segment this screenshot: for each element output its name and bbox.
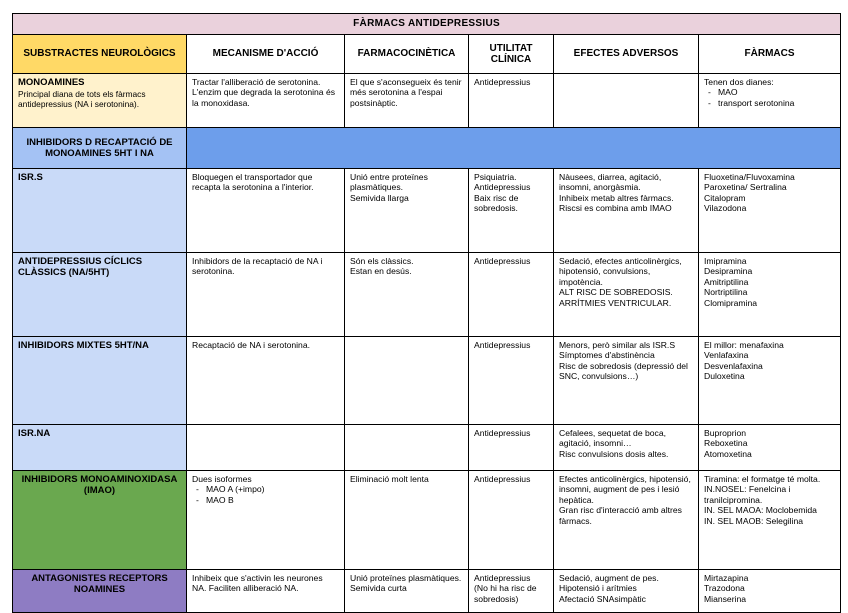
isrna-label: ISR.NA bbox=[18, 428, 51, 439]
list-item: Riscsi es combina amb IMAO bbox=[559, 203, 672, 214]
antidepressants-table bbox=[12, 13, 841, 613]
list-item: Clomipramina bbox=[704, 297, 758, 308]
cell-antag-farmacs bbox=[699, 570, 841, 613]
ciclics-label: ANTIDEPRESSIUS CÍCLICS CLÀSSICS (NA/5HT) bbox=[18, 256, 143, 278]
cell-isrs-farmacs bbox=[699, 169, 841, 253]
list-item: Paroxetina/ Sertralina bbox=[704, 182, 787, 193]
section-fill bbox=[187, 128, 841, 169]
cell-monoamines-farmaco: El que s'aconsegueix és tenir més serotonina a l'espai postsinàptic. bbox=[345, 74, 469, 128]
row-imao bbox=[13, 471, 841, 570]
list-item: Atomoxetina bbox=[704, 448, 752, 459]
list-item: Afectació SNAsimpàtic bbox=[559, 593, 646, 604]
cell-ciclics-name bbox=[13, 253, 187, 337]
list-item: Citalopram bbox=[704, 192, 746, 203]
header-farmacs: FÀRMACS bbox=[699, 35, 841, 74]
list-item: Trazodona bbox=[704, 583, 745, 594]
list-item: Gran risc d'interacció amb altres fàrmacs. bbox=[559, 505, 682, 526]
list-item: (No hi ha risc de sobredosis) bbox=[474, 583, 537, 604]
row-isrs bbox=[13, 169, 841, 253]
list-item: - transport serotonina bbox=[704, 98, 835, 108]
cell-ciclics-efectes bbox=[554, 253, 699, 337]
list-item: Duloxetina bbox=[704, 371, 745, 382]
cell-ciclics-utilitat bbox=[469, 253, 554, 337]
header-substractes: SUBSTRACTES NEUROLÒGICS bbox=[13, 35, 187, 74]
list-item: Fluoxetina/Fluvoxamina bbox=[704, 172, 795, 182]
cell-mixtes-name bbox=[13, 337, 187, 425]
list-item: Unió proteïnes plasmàtiques. bbox=[350, 573, 462, 583]
list-item: IN. SEL MAOA: Moclobemida bbox=[704, 505, 817, 516]
list-item: Risc convulsions dosis altes. bbox=[559, 448, 669, 459]
list-item: Nortriptilina bbox=[704, 287, 748, 298]
header-row bbox=[13, 35, 841, 74]
list-item: Antidepressius bbox=[474, 182, 531, 193]
row-isrna bbox=[13, 425, 841, 471]
cell-imao-name bbox=[13, 471, 187, 570]
cell-antag-farmaco bbox=[345, 570, 469, 613]
list-item: Efectes anticolinèrgics, hipotensió, insomni, augment de pes i lesió hepàtica. bbox=[559, 474, 691, 505]
list-item: Menors, però similar als ISR.S bbox=[559, 340, 676, 350]
list-item: Eliminació molt lenta bbox=[350, 474, 429, 484]
monoamines-farmacs-intro: Tenen dos dianes: bbox=[704, 77, 774, 87]
list-item: Sedació, efectes anticolinèrgics, hipotensió, convulsions, impotència. bbox=[559, 256, 682, 287]
cell-mixtes-utilitat bbox=[469, 337, 554, 425]
header-utilitat: UTILITAT CLÍNICA bbox=[469, 35, 554, 74]
list-item: Psiquiatria. bbox=[474, 172, 517, 182]
cell-ciclics-farmaco bbox=[345, 253, 469, 337]
imao-label: INHIBIDORS MONOAMINOXIDASA (IMAO) bbox=[21, 474, 178, 496]
list-item: IN.NOSEL: Fenelcina i tranilcipromina. bbox=[704, 484, 791, 505]
cell-isrs-efectes bbox=[554, 169, 699, 253]
list-item: Antidepressius bbox=[474, 256, 531, 266]
list-item: Desvenlafaxina bbox=[704, 360, 763, 371]
cell-imao-farmaco bbox=[345, 471, 469, 570]
monoamines-desc: Principal diana de tots els fàrmacs antidepressius (NA i serotonina). bbox=[18, 89, 146, 110]
cell-imao-utilitat bbox=[469, 471, 554, 570]
row-section-recaptacio bbox=[13, 128, 841, 169]
cell-mixtes-mecanisme: Recaptació de NA i serotonina. bbox=[187, 337, 345, 425]
isrs-label: ISR.S bbox=[18, 172, 43, 183]
title-row bbox=[13, 14, 841, 35]
header-farmacocinetica: FARMACOCINÈTICA bbox=[345, 35, 469, 74]
cell-isrna-utilitat bbox=[469, 425, 554, 471]
cell-isrs-name bbox=[13, 169, 187, 253]
cell-antag-utilitat bbox=[469, 570, 554, 613]
document-page bbox=[12, 13, 840, 613]
list-item: Desipramina bbox=[704, 266, 753, 277]
list-item: Vilazodona bbox=[704, 203, 747, 214]
list-item: Mianserina bbox=[704, 593, 747, 604]
list-item: - MAO bbox=[704, 87, 835, 97]
cell-antag-name bbox=[13, 570, 187, 613]
cell-isrs-utilitat bbox=[469, 169, 554, 253]
list-item: El millor: menafaxina bbox=[704, 340, 784, 350]
cell-isrna-farmaco bbox=[345, 425, 469, 471]
row-mixtes bbox=[13, 337, 841, 425]
cell-imao-mecanisme bbox=[187, 471, 345, 570]
antag-label: ANTAGONISTES RECEPTORS NOAMINES bbox=[31, 573, 168, 595]
cell-mixtes-farmacs bbox=[699, 337, 841, 425]
list-item: Risc de sobredosis (depressió del SNC, convulsions…) bbox=[559, 360, 688, 382]
list-item: Són els clàssics. bbox=[350, 256, 414, 266]
list-item: Estan en desús. bbox=[350, 266, 412, 277]
cell-isrna-farmacs bbox=[699, 425, 841, 471]
table-title: FÀRMACS ANTIDEPRESSIUS bbox=[13, 14, 841, 35]
cell-isrs-mecanisme: Bloquegen el transportador que recapta la serotonina a l'interior. bbox=[187, 169, 345, 253]
cell-monoamines-mecanisme: Tractar l'alliberació de serotonina. L'enzim que degrada la serotonina és la monoxidasa. bbox=[187, 74, 345, 128]
list-item: Antidepressius bbox=[474, 428, 531, 438]
list-item: Cefalees, sequetat de boca, agitació, insomni… bbox=[559, 428, 667, 449]
row-monoamines bbox=[13, 74, 841, 128]
list-item: Venlafaxina bbox=[704, 350, 749, 361]
list-item: ALT RISC DE SOBREDOSIS. bbox=[559, 287, 673, 298]
row-antagonistes bbox=[13, 570, 841, 613]
list-item: Semivida llarga bbox=[350, 192, 409, 203]
list-item: Antidepressius bbox=[474, 340, 531, 350]
cell-ciclics-mecanisme: Inhibidors de la recaptació de NA i serotonina. bbox=[187, 253, 345, 337]
list-item: Tiramina: el formatge té molta. bbox=[704, 474, 821, 484]
list-item: ARRÍTMIES VENTRICULAR. bbox=[559, 297, 672, 308]
list-item: Inhibeix metab altres fàrmacs. bbox=[559, 192, 674, 203]
list-item: Nàusees, diarrea, agitació, insomni, anorgàsmia. bbox=[559, 172, 662, 193]
header-efectes: EFECTES ADVERSOS bbox=[554, 35, 699, 74]
imao-mecanisme-intro: Dues isoformes bbox=[192, 474, 252, 484]
list-item: Símptomes d'abstinència bbox=[559, 350, 655, 361]
list-item: - MAO A (+impo) bbox=[192, 484, 339, 494]
list-item: Sedació, augment de pes. bbox=[559, 573, 659, 583]
cell-imao-farmacs bbox=[699, 471, 841, 570]
list-item: Antidepressius bbox=[474, 573, 531, 583]
cell-monoamines-farmacs bbox=[699, 74, 841, 128]
cell-isrna-efectes bbox=[554, 425, 699, 471]
list-item: Buproprion bbox=[704, 428, 747, 438]
monoamines-label: MONOAMINES bbox=[18, 77, 85, 88]
cell-antag-mecanisme: Inhibeix que s'activin les neurones NA. Faciliten alliberació NA. bbox=[187, 570, 345, 613]
list-item: IN. SEL MAOB: Selegilina bbox=[704, 515, 804, 526]
cell-monoamines-efectes bbox=[554, 74, 699, 128]
list-item: Hipotensió i arítmies bbox=[559, 583, 637, 594]
header-mecanisme: MECANISME D'ACCIÓ bbox=[187, 35, 345, 74]
cell-monoamines-name bbox=[13, 74, 187, 128]
cell-mixtes-efectes bbox=[554, 337, 699, 425]
mixtes-label: INHIBIDORS MIXTES 5HT/NA bbox=[18, 340, 149, 351]
cell-imao-efectes bbox=[554, 471, 699, 570]
cell-isrna-mecanisme bbox=[187, 425, 345, 471]
cell-ciclics-farmacs bbox=[699, 253, 841, 337]
list-item: Amitriptilina bbox=[704, 276, 749, 287]
list-item: Semivida curta bbox=[350, 583, 407, 594]
row-ciclics bbox=[13, 253, 841, 337]
list-item: Baix risc de sobredosis. bbox=[474, 192, 519, 214]
list-item: Reboxetina bbox=[704, 438, 748, 449]
list-item: - MAO B bbox=[192, 495, 339, 505]
cell-antag-efectes bbox=[554, 570, 699, 613]
list-item: Unió entre proteïnes plasmàtiques. bbox=[350, 172, 428, 193]
list-item: Mirtazapina bbox=[704, 573, 749, 583]
cell-isrs-farmaco bbox=[345, 169, 469, 253]
cell-isrna-name bbox=[13, 425, 187, 471]
list-item: Antidepressius bbox=[474, 474, 531, 484]
list-item: Imipramina bbox=[704, 256, 747, 266]
cell-monoamines-utilitat: Antidepressius bbox=[469, 74, 554, 128]
cell-mixtes-farmaco bbox=[345, 337, 469, 425]
section-label: INHIBIDORS D RECAPTACIÓ DE MONOAMINES 5HT I NA bbox=[13, 128, 187, 169]
